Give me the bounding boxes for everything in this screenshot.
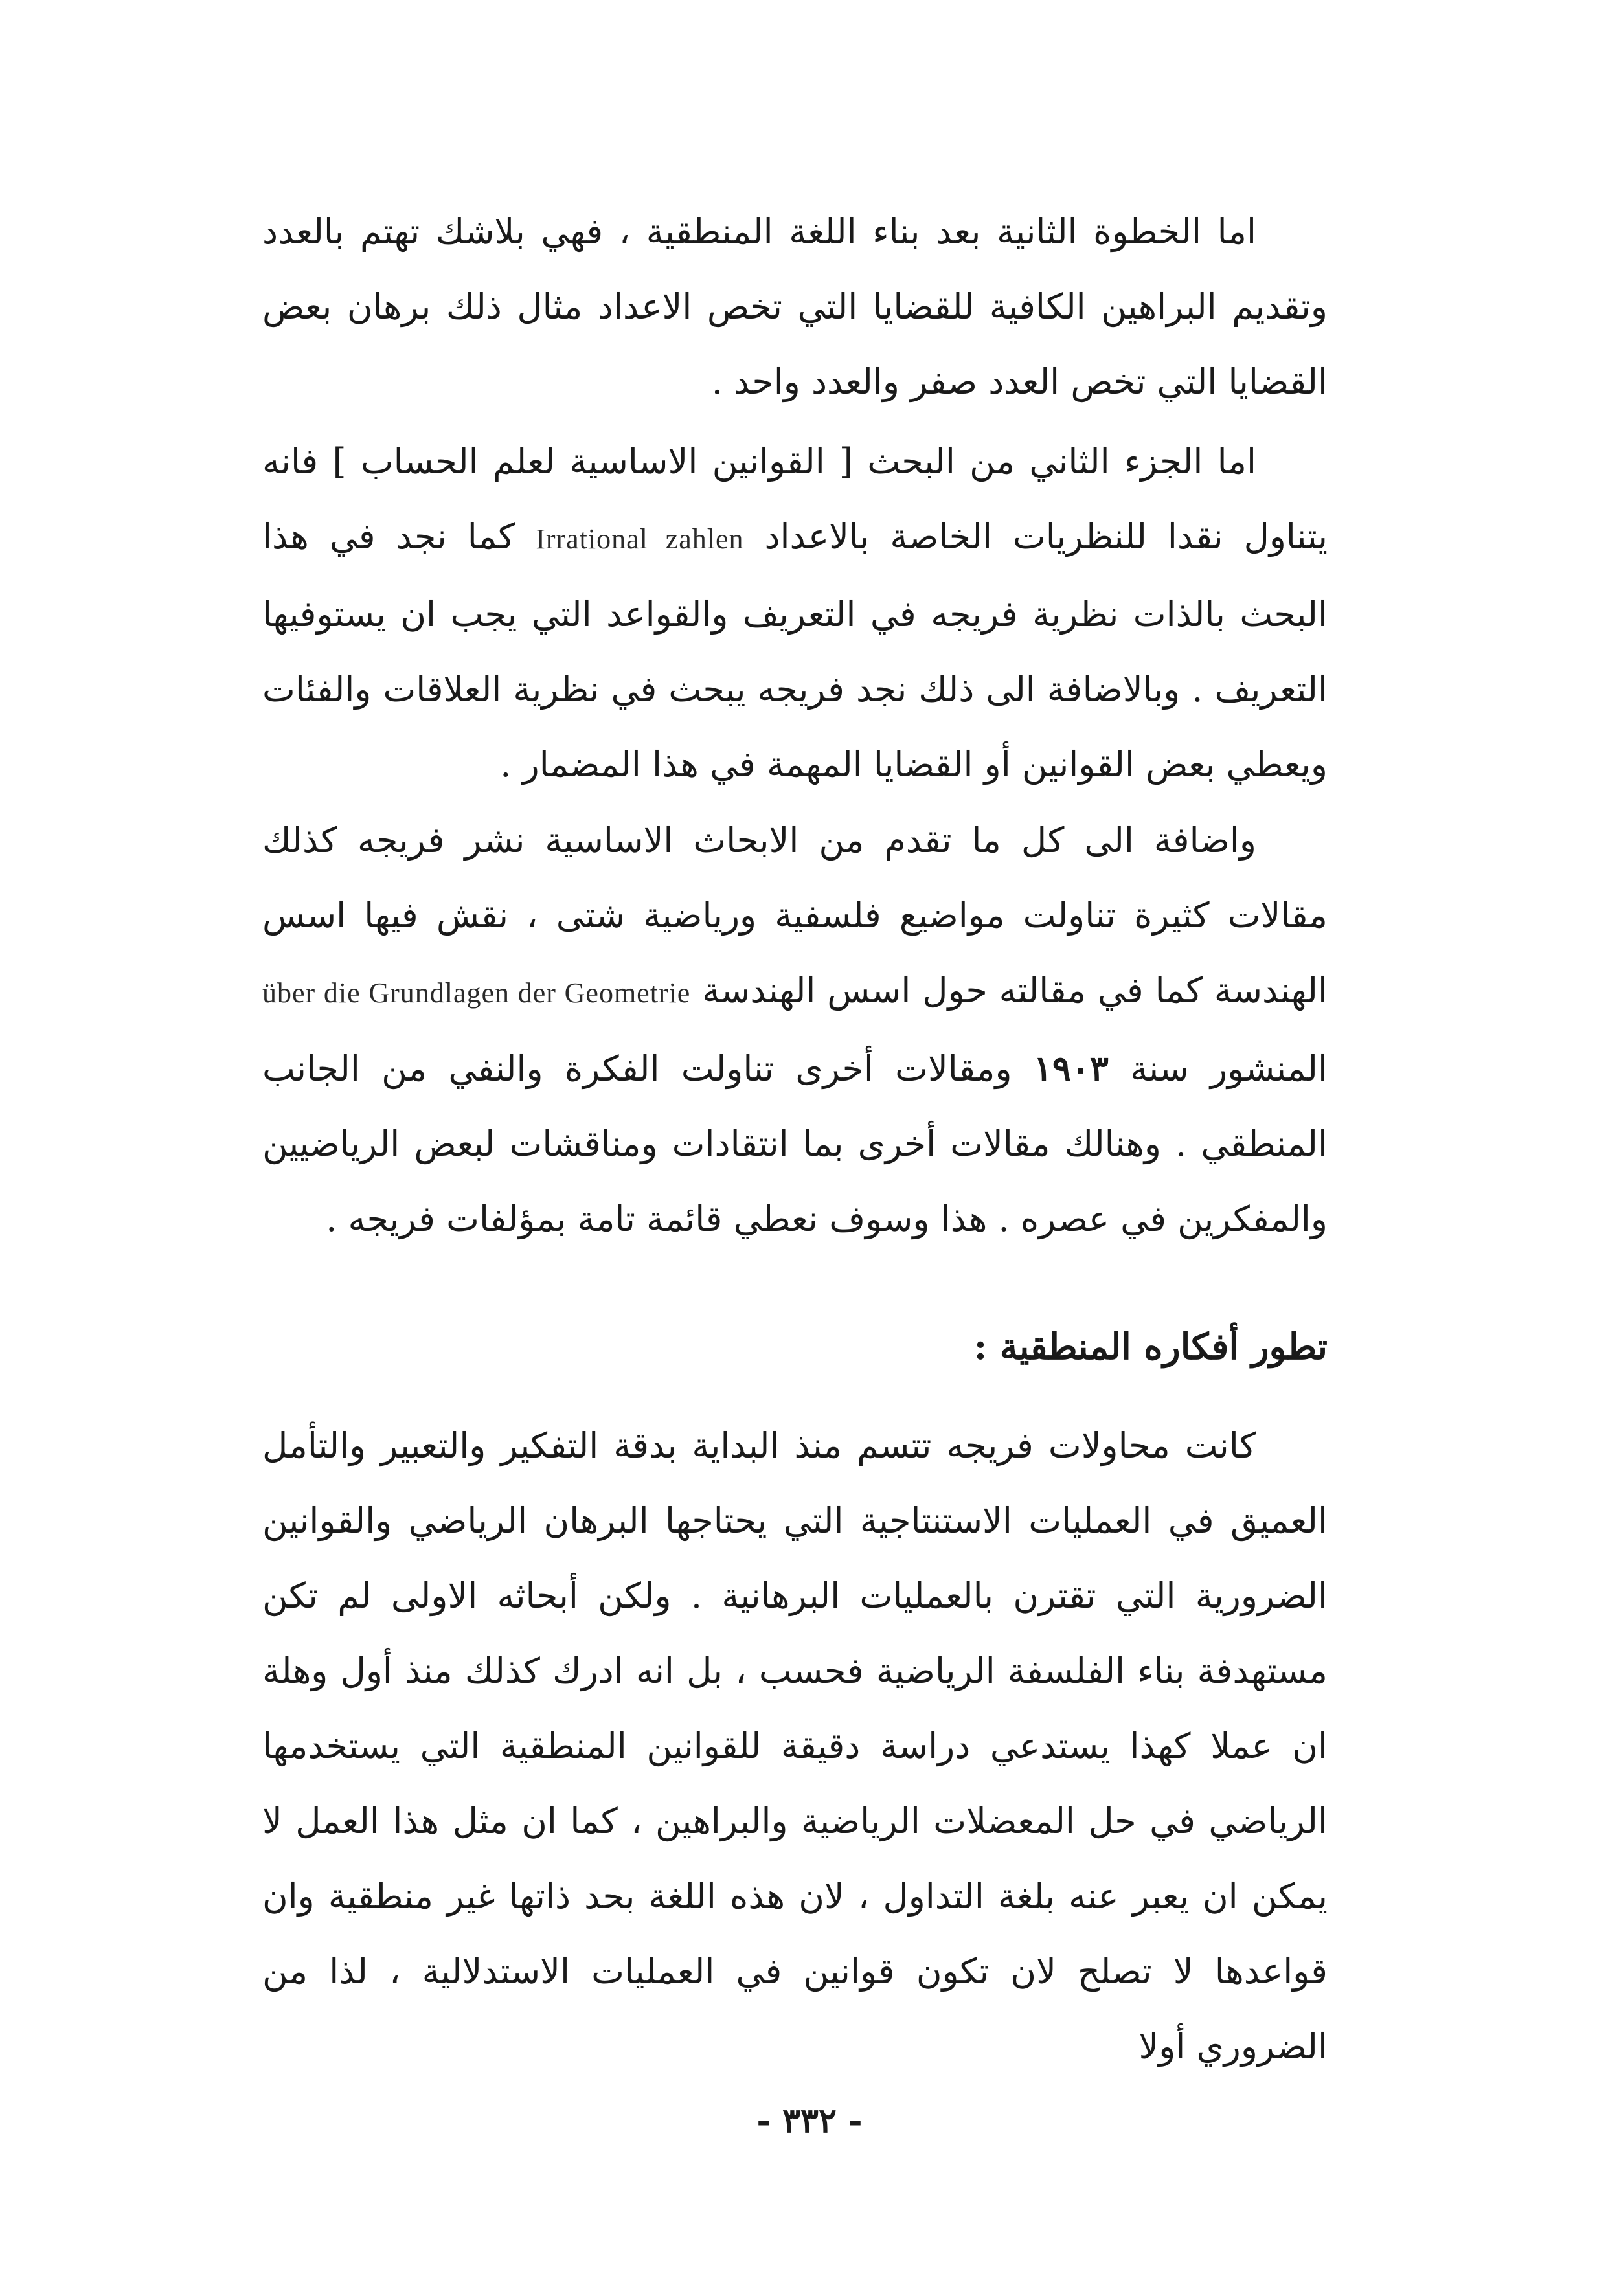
paragraph-1-body: اما الخطوة الثانية بعد بناء اللغة المنطقية ، فهي بلاشك تهتم بالعدد وتقديم البراهين الكافية للقضايا التي تخص الاعداد مثال ذلك برهان بعض القضايا التي تخص العدد صفر والعدد واحد . (262, 211, 1328, 402)
paragraph-4-text (262, 1408, 1328, 2084)
paragraph-2-part-1: اما الجزء الثاني من البحث [ القوانين الاساسية لعلم الحساب ] فانه يتناول نقدا للنظريات الخاصة بالاعداد (262, 441, 1328, 557)
section-heading: تطور أفكاره المنطقية : (973, 1325, 1328, 1368)
paragraph-2-part-2: كما نجد في هذا البحث بالذات نظرية فريجه في التعريف والقواعد التي يجب ان يستوفيها التعريف . وبالاضافة الى ذلك نجد فريجه يبحث في نظرية العلاقات والفئات ويعطي بعض القوانين أو القضايا المهمة في هذا المضمار . (262, 516, 1328, 785)
latin-title-geometrie: über die Grundlagen der Geometrie (262, 977, 691, 1009)
paragraph-2 (262, 424, 1328, 802)
paragraph-3-text (262, 803, 1328, 1257)
latin-term-irrational: Irrational zahlen (536, 523, 744, 555)
paragraph-3 (262, 803, 1328, 1257)
paragraph-1 (262, 194, 1328, 420)
paragraph-3-part-3: ومقالات أخرى تناولت الفكرة والنفي من الجانب المنطقي . وهنالك مقالات أخرى بما انتقادات ومناقشات لبعض الرياضيين والمفكرين في عصره . هذا وسوف نعطي قائمة تامة بمؤلفات فريجه . (262, 1048, 1328, 1239)
paragraph-3-part-1: واضافة الى كل ما تقدم من الابحاث الاساسية نشر فريجه كذلك مقالات كثيرة تناولت مواضيع فلسفية ورياضية شتى ، نقش فيها اسس الهندسة كما في مقالته حول اسس الهندسة (262, 820, 1328, 1011)
paragraph-4-body: كانت محاولات فريجه تتسم منذ البداية بدقة التفكير والتعبير والتأمل العميق في العمليات الاستنتاجية التي يحتاجها البرهان الرياضي والقوانين الضرورية التي تقترن بالعمليات البرهانية . ولكن أبحاثه الاولى لم تكن مستهدفة بناء الفلسفة الرياضية فحسب ، بل انه ادرك كذلك منذ أول وهلة ان عملا كهذا يستدعي دراسة دقيقة للقوانين المنطقية التي يستخدمها الرياضي في حل المعضلات الرياضية والبراهين ، كما ان مثل هذا العمل لا يمكن ان يعبر عنه بلغة التداول ، لان هذه اللغة بحد ذاتها غير منطقية وان قواعدها لا تصلح لان تكون قوانين في العمليات الاستدلالية ، لذا من الضروري أولا (262, 1425, 1328, 2067)
paragraph-3-part-2: المنشور سنة (1130, 1048, 1328, 1089)
paragraph-1-text (262, 194, 1328, 420)
paragraph-4 (262, 1408, 1328, 2084)
paragraph-2-text (262, 424, 1328, 802)
publication-year: ١٩٠٣ (1033, 1048, 1109, 1089)
page-number: - ٣٣٢ - (756, 2101, 863, 2141)
